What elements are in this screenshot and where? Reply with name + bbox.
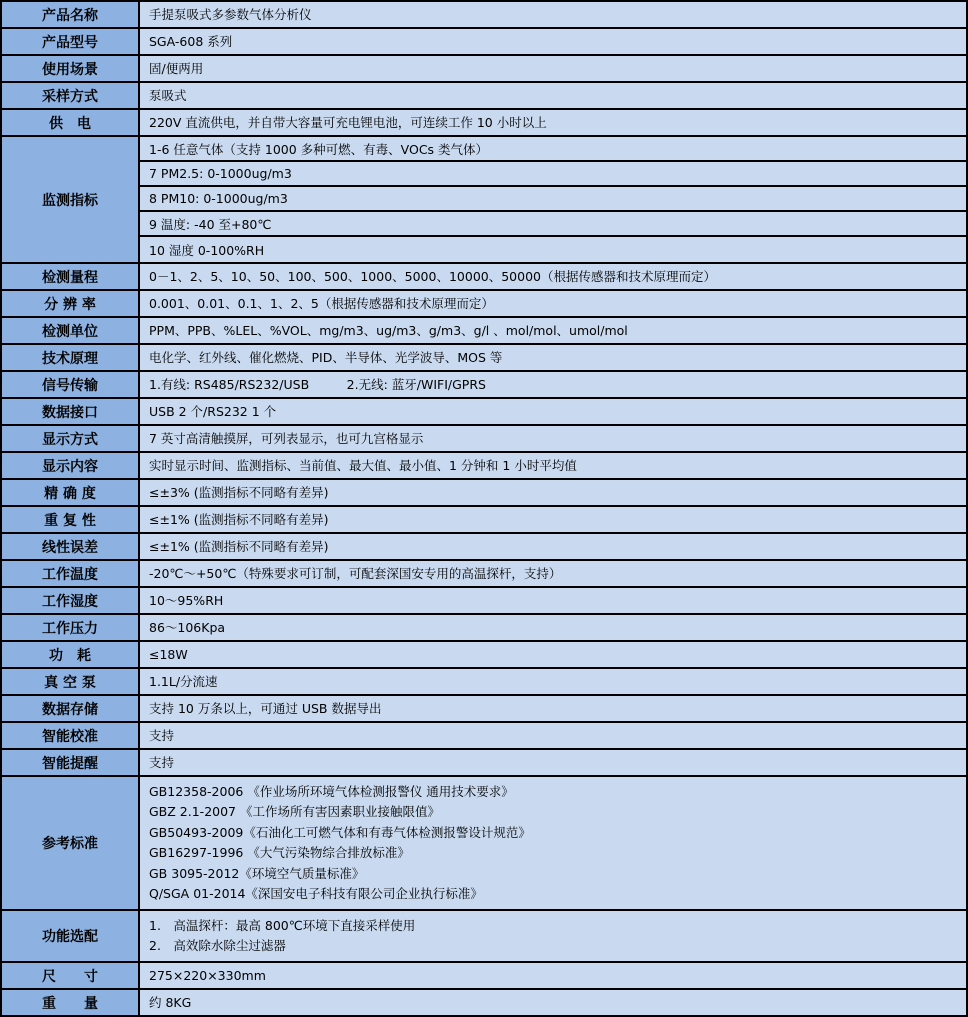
spec-value: 0－1、2、5、10、50、100、500、1000、5000、10000、50000（根据传感器和技术原理而定）	[140, 264, 966, 289]
optional-feature-item: 2. 高效除水除尘过滤器	[149, 938, 286, 954]
spec-row-display-content	[2, 453, 966, 480]
spec-label: 尺 寸	[2, 963, 140, 988]
spec-label: 供 电	[2, 110, 140, 135]
spec-row-power-consumption	[2, 642, 966, 669]
spec-row-data-storage	[2, 696, 966, 723]
reference-standard-item: GB12358-2006 《作业场所环境气体检测报警仪 通用技术要求》	[149, 784, 514, 799]
spec-row-repeatability	[2, 507, 966, 534]
reference-standard-item: GBZ 2.1-2007 《工作场所有害因素职业接触限值》	[149, 804, 440, 820]
spec-label: 分 辨 率	[2, 291, 140, 316]
spec-value: 支持 10 万条以上，可通过 USB 数据导出	[140, 696, 966, 721]
monitoring-indicator-item: 7 PM2.5: 0-1000ug/m3	[140, 162, 966, 187]
spec-label: 精 确 度	[2, 480, 140, 505]
spec-label: 数据接口	[2, 399, 140, 424]
spec-row-technical-principle	[2, 345, 966, 372]
spec-label: 信号传输	[2, 372, 140, 397]
spec-row-sampling-method	[2, 83, 966, 110]
spec-value: SGA-608 系列	[140, 29, 966, 54]
spec-label: 智能提醒	[2, 750, 140, 775]
spec-value: 0.001、0.01、0.1、1、2、5（根据传感器和技术原理而定）	[140, 291, 966, 316]
spec-value: 实时显示时间、监测指标、当前值、最大值、最小值、1 分钟和 1 小时平均值	[140, 453, 966, 478]
spec-value: 220V 直流供电，并自带大容量可充电锂电池，可连续工作 10 小时以上	[140, 110, 966, 135]
spec-value: PPM、PPB、%LEL、%VOL、mg/m3、ug/m3、g/m3、g/l 、mol/mol、umol/mol	[140, 318, 966, 343]
spec-value: ≤±1% (监测指标不同略有差异)	[140, 507, 966, 532]
spec-row-working-pressure	[2, 615, 966, 642]
spec-row-power-supply	[2, 110, 966, 137]
spec-row-usage-scene	[2, 56, 966, 83]
reference-standard-item: GB50493-2009《石油化工可燃气体和有毒气体检测报警设计规范》	[149, 824, 531, 840]
spec-label: 智能校准	[2, 723, 140, 748]
spec-label: 产品型号	[2, 29, 140, 54]
monitoring-indicator-item: 10 湿度 0-100%RH	[140, 237, 966, 262]
spec-row-smart-calibration	[2, 723, 966, 750]
spec-value: USB 2 个/RS232 1 个	[140, 399, 966, 424]
spec-row-working-humidity	[2, 588, 966, 615]
spec-value: 支持	[140, 723, 966, 748]
spec-value: 7 英寸高清触摸屏，可列表显示，也可九宫格显示	[140, 426, 966, 451]
spec-value: 86～106Kpa	[140, 615, 966, 640]
spec-value: 10～95%RH	[140, 588, 966, 613]
spec-value: 手提泵吸式多参数气体分析仪	[140, 2, 966, 27]
spec-value: ≤18W	[140, 642, 966, 667]
spec-label: 显示内容	[2, 453, 140, 478]
spec-label: 工作湿度	[2, 588, 140, 613]
spec-label: 真 空 泵	[2, 669, 140, 694]
spec-row-reference-standards	[2, 777, 966, 911]
spec-label: 工作温度	[2, 561, 140, 586]
spec-row-monitoring-indicators	[2, 137, 966, 264]
spec-row-resolution	[2, 291, 966, 318]
spec-label: 工作压力	[2, 615, 140, 640]
spec-row-optional-features	[2, 911, 966, 963]
spec-label: 功能选配	[2, 911, 140, 961]
spec-label: 数据存储	[2, 696, 140, 721]
optional-feature-list	[140, 911, 966, 961]
spec-row-linearity-error	[2, 534, 966, 561]
spec-row-model	[2, 29, 966, 56]
spec-label: 监测指标	[2, 137, 140, 262]
spec-label: 检测单位	[2, 318, 140, 343]
spec-row-detection-range	[2, 264, 966, 291]
spec-label: 线性误差	[2, 534, 140, 559]
spec-row-weight	[2, 990, 966, 1015]
spec-value: 泵吸式	[140, 83, 966, 108]
monitoring-indicator-item: 1-6 任意气体（支持 1000 多种可燃、有毒、VOCs 类气体）	[140, 137, 966, 162]
spec-row-product-name	[2, 2, 966, 29]
spec-label: 重 复 性	[2, 507, 140, 532]
spec-value: 支持	[140, 750, 966, 775]
spec-row-smart-reminder	[2, 750, 966, 777]
spec-label: 技术原理	[2, 345, 140, 370]
spec-label: 检测量程	[2, 264, 140, 289]
spec-row-signal-transmission	[2, 372, 966, 399]
optional-feature-item: 1. 高温探杆：最高 800℃环境下直接采样使用	[149, 918, 416, 934]
monitoring-indicator-list	[140, 137, 966, 262]
spec-label: 参考标准	[2, 777, 140, 909]
spec-label: 使用场景	[2, 56, 140, 81]
reference-standard-item: Q/SGA 01-2014《深国安电子科技有限公司企业执行标准》	[149, 886, 483, 902]
spec-row-display-mode	[2, 426, 966, 453]
spec-row-vacuum-pump	[2, 669, 966, 696]
spec-value: 1.1L/分流速	[140, 669, 966, 694]
spec-label: 重 量	[2, 990, 140, 1015]
spec-value: 275×220×330mm	[140, 963, 966, 988]
spec-row-detection-unit	[2, 318, 966, 345]
spec-row-accuracy	[2, 480, 966, 507]
reference-standard-list	[140, 777, 966, 909]
spec-value: 电化学、红外线、催化燃烧、PID、半导体、光学波导、MOS 等	[140, 345, 966, 370]
spec-value: 1.有线: RS485/RS232/USB 2.无线: 蓝牙/WIFI/GPRS	[140, 372, 966, 397]
spec-value: 固/便两用	[140, 56, 966, 81]
spec-label: 功 耗	[2, 642, 140, 667]
spec-value: ≤±3% (监测指标不同略有差异)	[140, 480, 966, 505]
spec-row-working-temperature	[2, 561, 966, 588]
spec-row-dimensions	[2, 963, 966, 990]
spec-value: 约 8KG	[140, 990, 966, 1015]
monitoring-indicator-item: 9 温度: -40 至+80℃	[140, 212, 966, 237]
reference-standard-item: GB16297-1996 《大气污染物综合排放标准》	[149, 845, 410, 861]
spec-value: -20℃～+50℃（特殊要求可订制，可配套深国安专用的高温探杆，支持）	[140, 561, 966, 586]
reference-standard-item: GB 3095-2012《环境空气质量标准》	[149, 865, 365, 881]
spec-label: 产品名称	[2, 2, 140, 27]
monitoring-indicator-item: 8 PM10: 0-1000ug/m3	[140, 187, 966, 212]
spec-row-data-interface	[2, 399, 966, 426]
spec-label: 显示方式	[2, 426, 140, 451]
spec-label: 采样方式	[2, 83, 140, 108]
spec-value: ≤±1% (监测指标不同略有差异)	[140, 534, 966, 559]
